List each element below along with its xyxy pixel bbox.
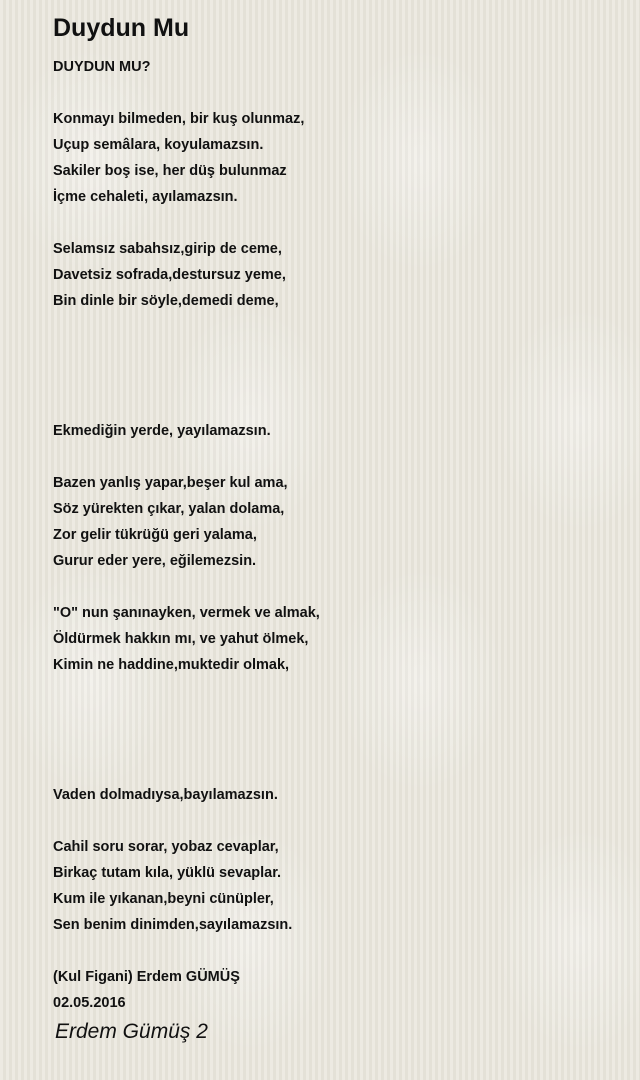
poem-line: Öldürmek hakkın mı, ve yahut ölmek, [53, 631, 309, 647]
poem-line: Cahil soru sorar, yobaz cevaplar, [53, 839, 279, 855]
author-line: (Kul Figani) Erdem GÜMÜŞ [53, 969, 240, 985]
poem-line: Vaden dolmadıysa,bayılamazsın. [53, 787, 278, 803]
stanza-5 [53, 834, 623, 938]
poem-line: Bin dinle bir söyle,demedi deme, [53, 293, 279, 309]
poem-line: Birkaç tutam kıla, yüklü sevaplar. [53, 865, 282, 881]
poem-line: Konmayı bilmeden, bir kuş olunmaz, [53, 111, 305, 127]
poem-line: Söz yürekten çıkar, yalan dolama, [53, 501, 285, 517]
stanza-1 [53, 106, 623, 210]
poem-line: Kum ile yıkanan,beyni cünüpler, [53, 891, 274, 907]
poem-line: Ekmediğin yerde, yayılamazsın. [53, 423, 271, 439]
stanza-3 [53, 470, 623, 574]
poem-date: 02.05.2016 [53, 995, 126, 1011]
poem-page [53, 12, 623, 1016]
poem-line: Gurur eder yere, eğilemezsin. [53, 553, 257, 569]
poem-body [53, 106, 623, 1016]
stanza-4 [53, 600, 623, 808]
poem-line: Sen benim dinimden,sayılamazsın. [53, 917, 293, 933]
poem-line: İçme cehaleti, ayılamazsın. [53, 189, 238, 205]
page-title: Duydun Mu [53, 14, 190, 42]
poem-line: Bazen yanlış yapar,beşer kul ama, [53, 475, 288, 491]
poem-line: Davetsiz sofrada,destursuz yeme, [53, 267, 286, 283]
poem-line: "O" nun şanınayken, vermek ve almak, [53, 605, 320, 621]
poem-line: Zor gelir tükrüğü geri yalama, [53, 527, 257, 543]
poem-subtitle: DUYDUN MU? [53, 59, 151, 75]
stanza-2 [53, 236, 623, 444]
poem-line: Kimin ne haddine,muktedir olmak, [53, 657, 290, 673]
poem-line: Selamsız sabahsız,girip de ceme, [53, 241, 282, 257]
author-signature: Erdem Gümüş 2 [55, 1020, 208, 1043]
poem-line: Sakiler boş ise, her düş bulunmaz [53, 163, 287, 179]
poem-line: Uçup semâlara, koyulamazsın. [53, 137, 264, 153]
